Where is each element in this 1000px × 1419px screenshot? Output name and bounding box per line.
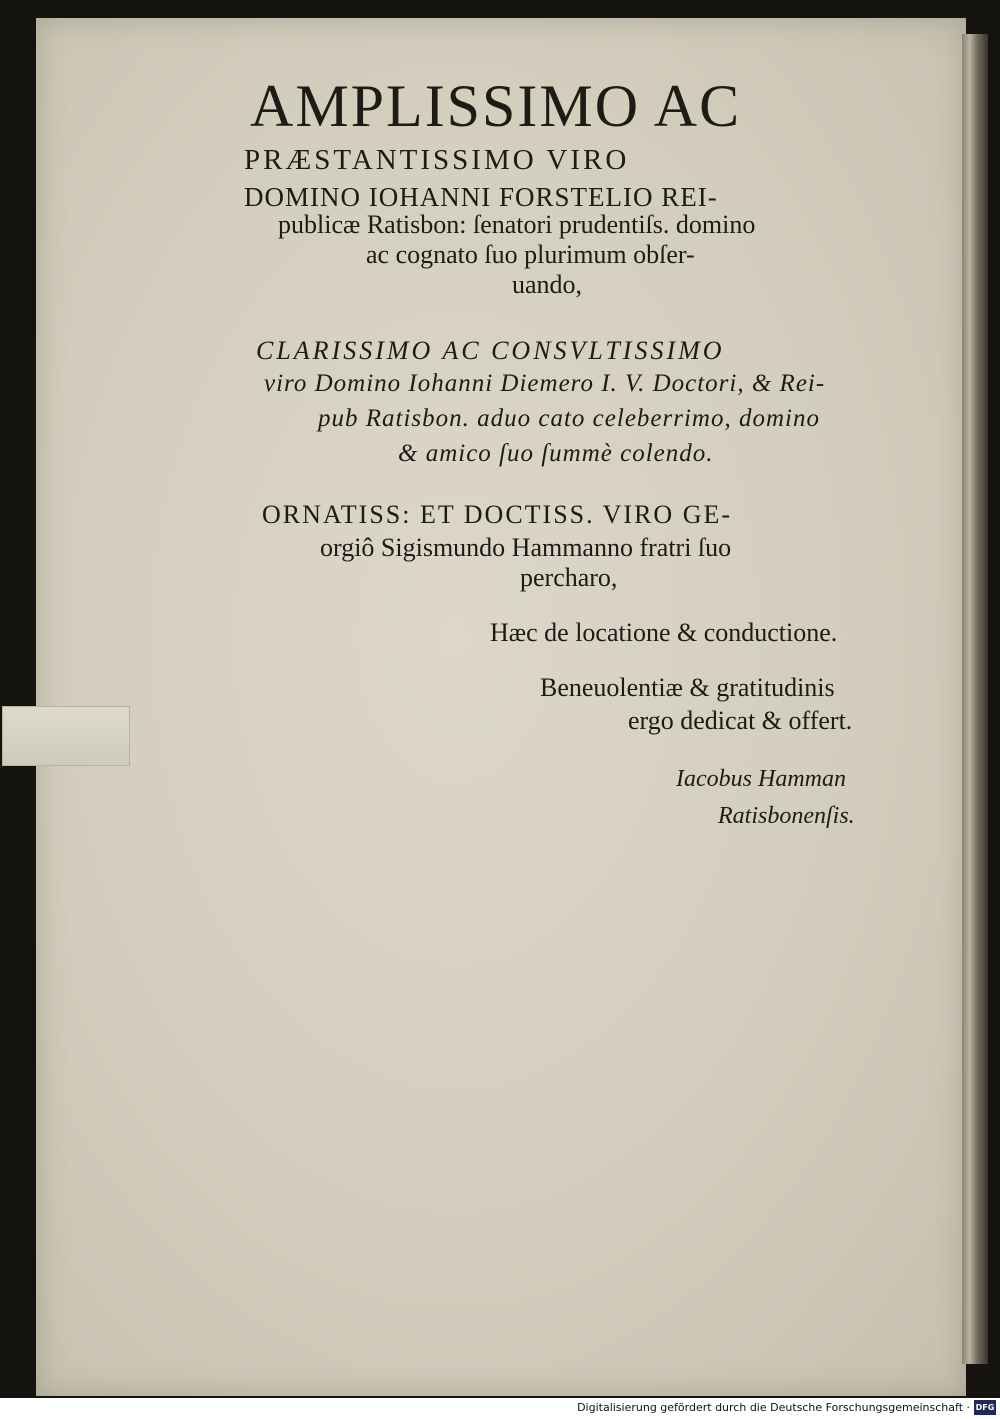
dedication-line: publicæ Ratisbon: ſenatori prudentiſs. domino: [278, 210, 756, 239]
dedication-heading-line: AMPLISSIMO AC: [250, 73, 742, 139]
dedication-line: PRÆSTANTISSIMO VIRO: [244, 144, 630, 176]
dedication-line: percharo,: [520, 563, 618, 592]
footer-credit: Digitalisierung gefördert durch die Deutsche Forschungsgemeinschaft ·: [577, 1401, 970, 1414]
page-edge: [962, 34, 988, 1364]
footer-bar: [0, 1398, 1000, 1419]
dedication-line: & amico ſuo ſummè colendo.: [398, 440, 714, 467]
dedication-line: uando,: [512, 270, 583, 299]
paper-tab: [2, 706, 130, 766]
dedication-line: CLARISSIMO AC CONSVLTISSIMO: [256, 336, 725, 365]
dedication-line: pub Ratisbon. aduo cato celeberrimo, domino: [318, 405, 820, 432]
dedication-line: ORNATISS: ET DOCTISS. VIRO GE-: [262, 500, 733, 529]
signature-place: Ratisbonenſis.: [718, 803, 855, 829]
dedication-line: ac cognato ſuo plurimum obſer-: [366, 240, 695, 269]
offer-line: Hæc de locatione & conductione.: [490, 618, 838, 647]
dfg-logo-icon: DFG: [974, 1400, 996, 1415]
signature-name: Iacobus Hamman: [676, 766, 846, 792]
dedication-line: orgiô Sigismundo Hammanno fratri ſuo: [320, 533, 732, 562]
offer-line: ergo dedicat & offert.: [628, 706, 853, 735]
dedication-line: DOMINO IOHANNI FORSTELIO REI-: [244, 182, 718, 212]
offer-line: Beneuolentiæ & gratitudinis: [540, 673, 835, 702]
dedication-line: viro Domino Iohanni Diemero I. V. Doctori, & Rei-: [264, 370, 826, 397]
